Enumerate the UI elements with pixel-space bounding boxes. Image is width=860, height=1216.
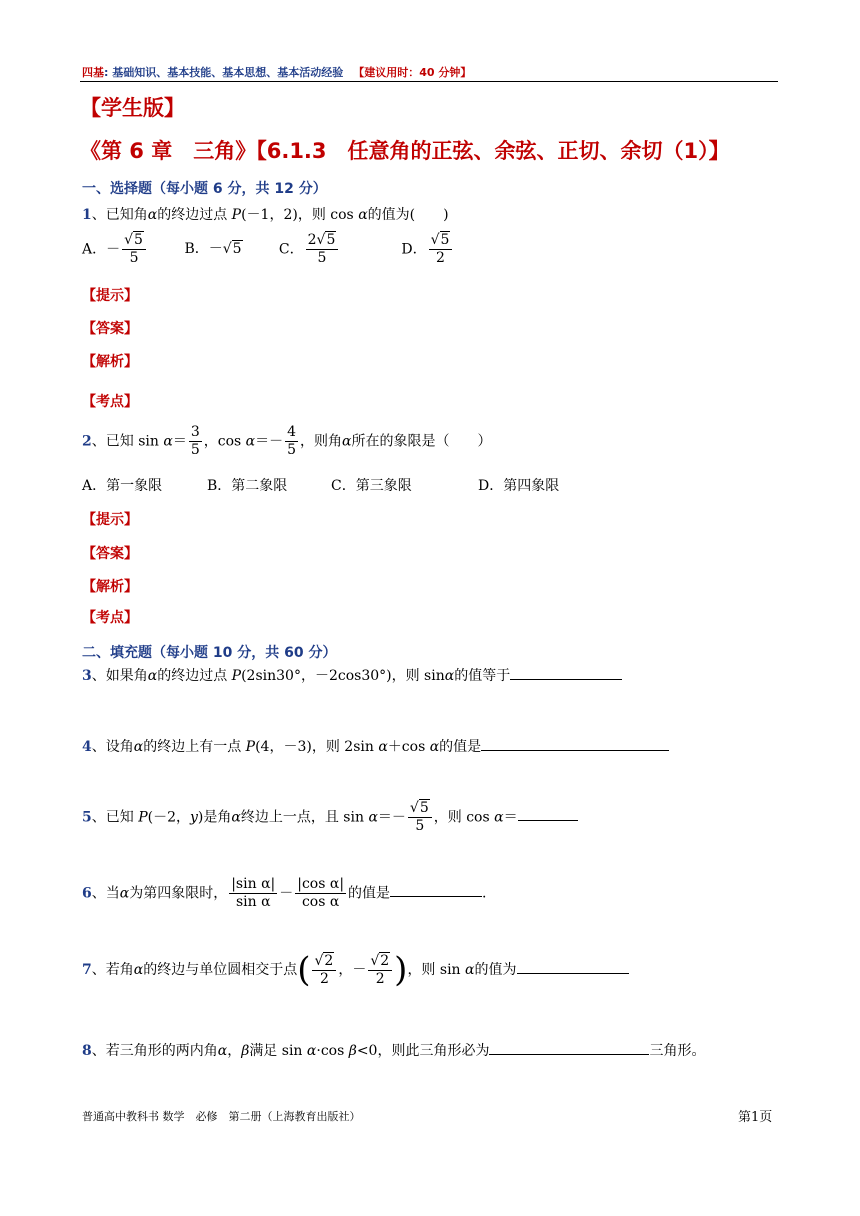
q8-alpha: α: [217, 1043, 228, 1059]
q5-text: 、已知: [91, 809, 139, 826]
question-5: [82, 800, 578, 835]
q5-answer-blank[interactable]: [518, 806, 578, 821]
q2-sin-den: 5: [190, 441, 200, 458]
q2-alpha: α: [245, 433, 256, 450]
section-fill: 二、填充题（每小题 10 分，共 60 分）: [82, 645, 337, 661]
q1-text: 的终边过点: [157, 207, 232, 223]
q1-option-d: [401, 232, 454, 267]
header-text: : 基础知识、基本技能、基本思想、基本活动经验: [104, 66, 344, 79]
q1-option-c-frac: $\frac{2√5}{5}$: [306, 232, 339, 267]
q7-text: 的值为: [474, 962, 517, 978]
question-6: [82, 876, 487, 911]
q8-dot: ·cos: [316, 1043, 349, 1059]
q8-text: 、若三角形的两内角: [91, 1043, 218, 1059]
section-choice: 一、选择题（每小题 6 分，共 12 分）: [82, 181, 327, 197]
q2-analysis: 【解析】: [82, 579, 138, 595]
q2-text: 所在的象限是（ ）: [351, 433, 492, 450]
q7-answer-blank[interactable]: [517, 959, 629, 974]
question-8: [82, 1040, 705, 1060]
q1-a-radicand: 5: [134, 232, 143, 248]
q5-text: 终边上一点，且 sin: [240, 809, 369, 826]
q5-radicand: 5: [419, 800, 429, 816]
q2-frac-sin: [189, 424, 202, 459]
q1-c-radicand: 5: [326, 232, 336, 248]
q1-option-b-label: B．－: [184, 241, 223, 258]
q2-sin-num: 3: [190, 424, 200, 440]
q4-alpha: α: [133, 739, 144, 755]
q1-number: 1: [82, 207, 92, 223]
header-time: 【建议用时：40 分钟】: [353, 66, 472, 79]
q7-number: 7: [82, 962, 92, 978]
q5-text: ，则 cos: [433, 809, 495, 826]
q1-option-d-label: D．: [401, 241, 427, 258]
q6-sin-den: sin α: [235, 893, 271, 910]
header-rule: [80, 81, 778, 82]
q1-option-d-frac: $\frac{√5}{2}$: [429, 232, 453, 267]
q1-point: P: [231, 207, 242, 223]
q2-hint: 【提示】: [82, 512, 138, 528]
q3-alpha: α: [147, 668, 158, 684]
q4-alpha: α: [429, 739, 440, 755]
q1-d-radicand: 5: [440, 232, 450, 248]
chapter-title: 《第 6 章 三角》【6.1.3 任意角的正弦、余弦、正切、余切（1）】: [80, 139, 730, 163]
q5-coords: )是角: [197, 809, 232, 826]
q2-text: 、已知 sin: [91, 433, 164, 450]
q7-right-paren: ): [394, 950, 408, 990]
q5-coords: (－2，: [147, 809, 190, 826]
q8-beta: β: [348, 1043, 357, 1059]
question-3: [82, 665, 622, 685]
q3-text: 的值等于: [454, 668, 511, 684]
q1-coords: (－1，2)，则 cos: [241, 207, 359, 223]
q8-text: 满足 sin: [249, 1043, 307, 1059]
q6-end: .: [482, 885, 487, 902]
page-footer: 普通高中教科书 数学 必修 第二册（上海教育出版社）: [82, 1110, 361, 1123]
q5-y: y: [190, 809, 198, 826]
q8-text: 三角形。: [649, 1043, 706, 1059]
q7-y-den: 2: [375, 970, 385, 987]
q2-eq: ＝－: [255, 433, 284, 450]
q1-points: 【考点】: [82, 394, 138, 410]
q2-number: 2: [82, 433, 92, 450]
q5-alpha: α: [368, 809, 378, 826]
q1-b-radicand: 5: [232, 241, 242, 258]
q6-sin-num: |sin α|: [231, 876, 276, 892]
q6-alpha: α: [119, 885, 130, 902]
q4-plus: ＋cos: [387, 739, 430, 755]
q4-point: P: [245, 739, 256, 755]
q7-sep: ，－: [338, 962, 367, 978]
q6-text: 、当: [91, 885, 120, 902]
q8-alpha: α: [306, 1043, 317, 1059]
q3-alpha: α: [444, 668, 455, 684]
q1-option-a-frac: $\frac{√5}{5}$: [122, 232, 146, 267]
q4-coords: (4，－3)，则 2sin: [255, 739, 379, 755]
q2-option-c: C．第三象限: [331, 478, 412, 494]
q2-text: ，cos: [203, 433, 246, 450]
q5-eq: ＝－: [377, 809, 406, 826]
q6-minus: －: [279, 885, 294, 902]
q8-number: 8: [82, 1043, 92, 1059]
q5-den: 5: [415, 817, 425, 834]
q4-answer-blank[interactable]: [481, 736, 669, 751]
q1-d-den: 2: [436, 249, 445, 266]
q2-option-a: A．第一象限: [82, 478, 163, 494]
q2-answer: 【答案】: [82, 546, 138, 562]
q2-cos-den: 5: [287, 441, 297, 458]
question-2: [82, 424, 492, 459]
q2-option-b: B．第二象限: [207, 478, 288, 494]
q6-frac-sin: [229, 876, 277, 911]
q8-answer-blank[interactable]: [489, 1040, 649, 1055]
page-number: 第1页: [738, 1110, 773, 1125]
q5-number: 5: [82, 809, 92, 826]
question-7: [82, 950, 629, 990]
q5-point: P: [138, 809, 148, 826]
question-1: [82, 204, 449, 224]
q4-number: 4: [82, 739, 92, 755]
q7-frac-x: $\frac{√2}{2}$: [312, 953, 336, 988]
q2-cos-num: 4: [287, 424, 297, 440]
q6-text: 的值是: [348, 885, 391, 902]
q8-text: <0，则此三角形必为: [356, 1043, 490, 1059]
q7-text: 的终边与单位圆相交于点: [143, 962, 298, 978]
q1-c-coef: 2: [307, 232, 317, 248]
q3-point: P: [231, 668, 242, 684]
q7-text: 、若角: [91, 962, 134, 978]
q5-eq: ＝: [503, 809, 518, 826]
edition-label: 【学生版】: [80, 96, 185, 120]
q1-hint: 【提示】: [82, 288, 138, 304]
q5-alpha: α: [231, 809, 241, 826]
q1-option-c-label: C．: [278, 241, 304, 258]
q1-answer: 【答案】: [82, 321, 138, 337]
q4-alpha: α: [378, 739, 388, 755]
q6-cos-num: |cos α|: [297, 876, 345, 892]
q1-option-c: [279, 232, 397, 267]
q2-points: 【考点】: [82, 610, 138, 626]
q7-alpha: α: [133, 962, 144, 978]
q1-a-den: 5: [129, 249, 139, 266]
q3-text: 、如果角: [91, 668, 148, 684]
q1-text: 的值为( ): [367, 207, 449, 223]
q7-x-radicand: 2: [324, 952, 334, 969]
q6-text: 为第四象限时，: [129, 885, 228, 902]
q8-beta: β: [241, 1043, 250, 1059]
q6-number: 6: [82, 885, 92, 902]
q3-answer-blank[interactable]: [510, 665, 622, 680]
q3-number: 3: [82, 668, 92, 684]
q2-eq: ＝: [172, 433, 187, 450]
q3-coords: (2sin30°，－2cos30°)，则 sin: [241, 668, 445, 684]
q2-text: ，则角: [300, 433, 343, 450]
q7-x-den: 2: [319, 970, 329, 987]
header-label: 四基: [82, 66, 104, 79]
q6-cos-den: cos α: [301, 893, 340, 910]
q6-answer-blank[interactable]: [390, 882, 482, 897]
q8-comma: ，: [227, 1043, 242, 1059]
q1-text: 、已知角: [91, 207, 148, 223]
q7-frac-y: $\frac{√2}{2}$: [368, 953, 392, 988]
q2-option-d: D．第四象限: [478, 478, 560, 494]
question-4: [82, 736, 669, 756]
q5-frac: $\frac{√5}{5}$: [408, 800, 432, 835]
q7-text: ，则 sin: [407, 962, 466, 978]
q1-option-b: B．－√5: [184, 241, 242, 258]
q7-alpha: α: [465, 962, 475, 978]
q3-text: 的终边过点: [157, 668, 232, 684]
q2-frac-cos: [285, 424, 298, 459]
q5-alpha: α: [494, 809, 504, 826]
q1-option-a: [82, 232, 180, 267]
q1-options: [82, 232, 454, 267]
q6-frac-cos: [295, 876, 346, 911]
q1-alpha: α: [147, 207, 158, 223]
q7-left-paren: (: [297, 950, 311, 990]
q7-y-radicand: 2: [380, 952, 390, 969]
q1-alpha: α: [358, 207, 368, 223]
q4-text: 的终边上有一点: [143, 739, 246, 755]
q1-option-a-label: A．－: [82, 241, 121, 258]
q2-alpha: α: [342, 433, 352, 450]
q1-c-den: 5: [317, 249, 327, 266]
page-header: [82, 64, 471, 80]
q4-text: 的值是: [439, 739, 482, 755]
q4-text: 、设角: [91, 739, 134, 755]
q1-analysis: 【解析】: [82, 354, 138, 370]
q2-alpha: α: [163, 433, 173, 450]
q2-options: [82, 475, 559, 495]
